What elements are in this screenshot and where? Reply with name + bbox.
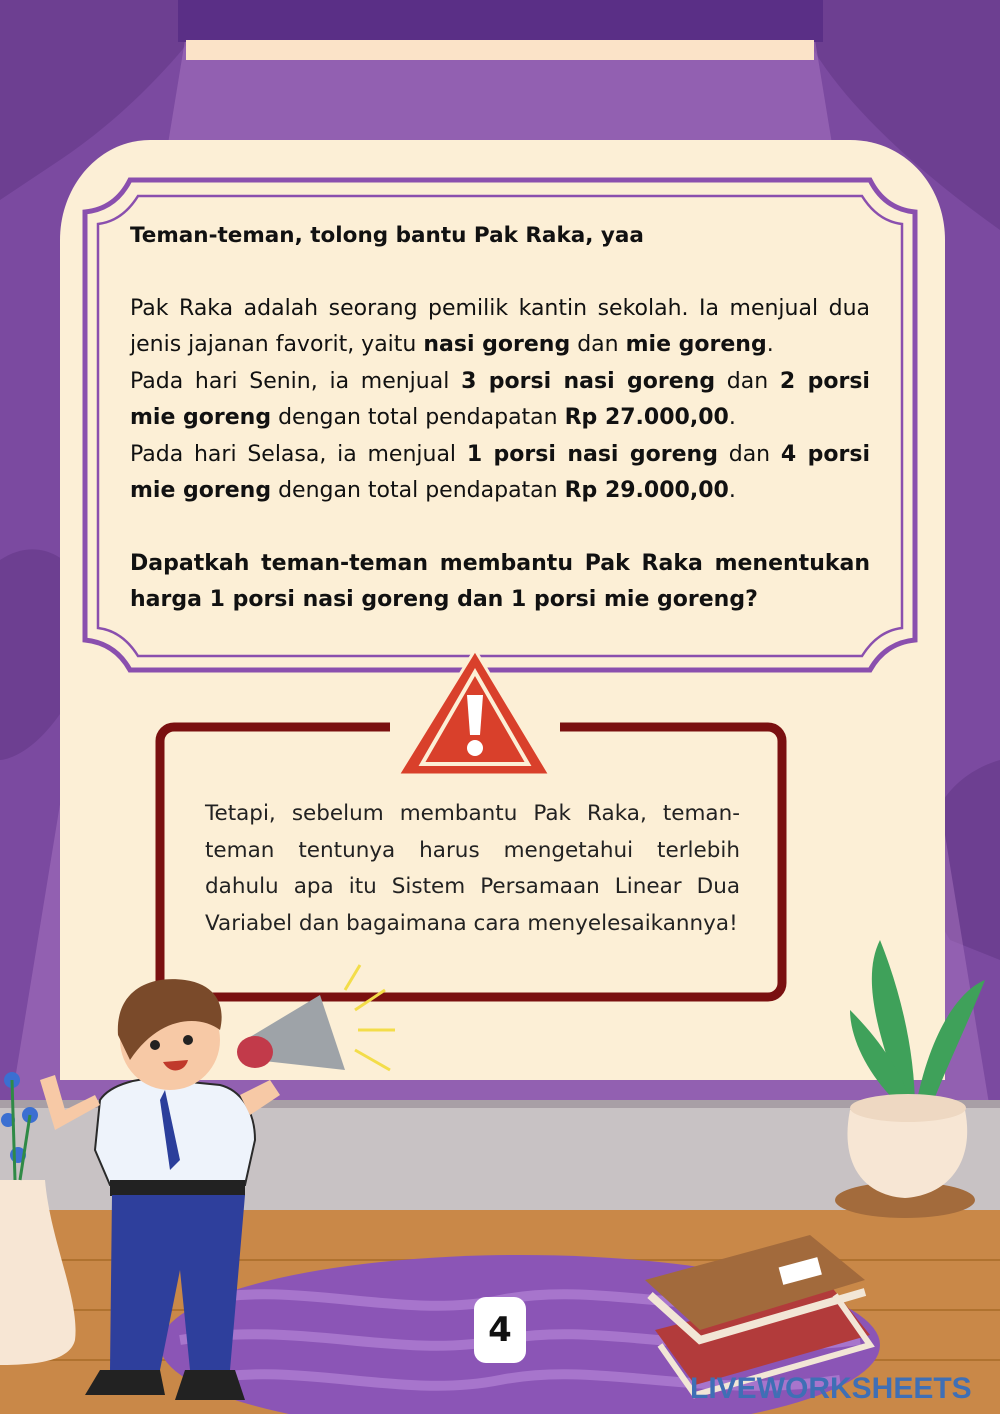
story-text <box>130 218 870 619</box>
story-question: Dapatkah teman-teman membantu Pak Raka menentukan harga 1 porsi nasi goreng dan 1 porsi mie goreng? <box>130 550 870 612</box>
brand-logo: LIVEWORKSHEETS <box>690 1372 972 1405</box>
page-number: 4 <box>474 1297 526 1363</box>
story-paragraph-2: Pada hari Senin, ia menjual 3 porsi nasi goreng dan 2 porsi mie goreng dengan total pendapatan Rp 27.000,00. <box>130 368 870 430</box>
warning-note-text: Tetapi, sebelum membantu Pak Raka, teman-teman tentunya harus mengetahui terlebih dahulu apa itu Sistem Persamaan Linear Dua Variabel dan bagaimana cara menyelesaikannya! <box>205 801 740 936</box>
warning-icon <box>398 650 550 775</box>
story-paragraph-1: Pak Raka adalah seorang pemilik kantin sekolah. Ia menjual dua jenis jajanan favorit, yaitu nasi goreng dan mie goreng. <box>130 295 870 357</box>
story-paragraph-3: Pada hari Selasa, ia menjual 1 porsi nasi goreng dan 4 porsi mie goreng dengan total pendapatan Rp 29.000,00. <box>130 441 870 503</box>
story-title: Teman-teman, tolong bantu Pak Raka, yaa <box>130 223 644 248</box>
